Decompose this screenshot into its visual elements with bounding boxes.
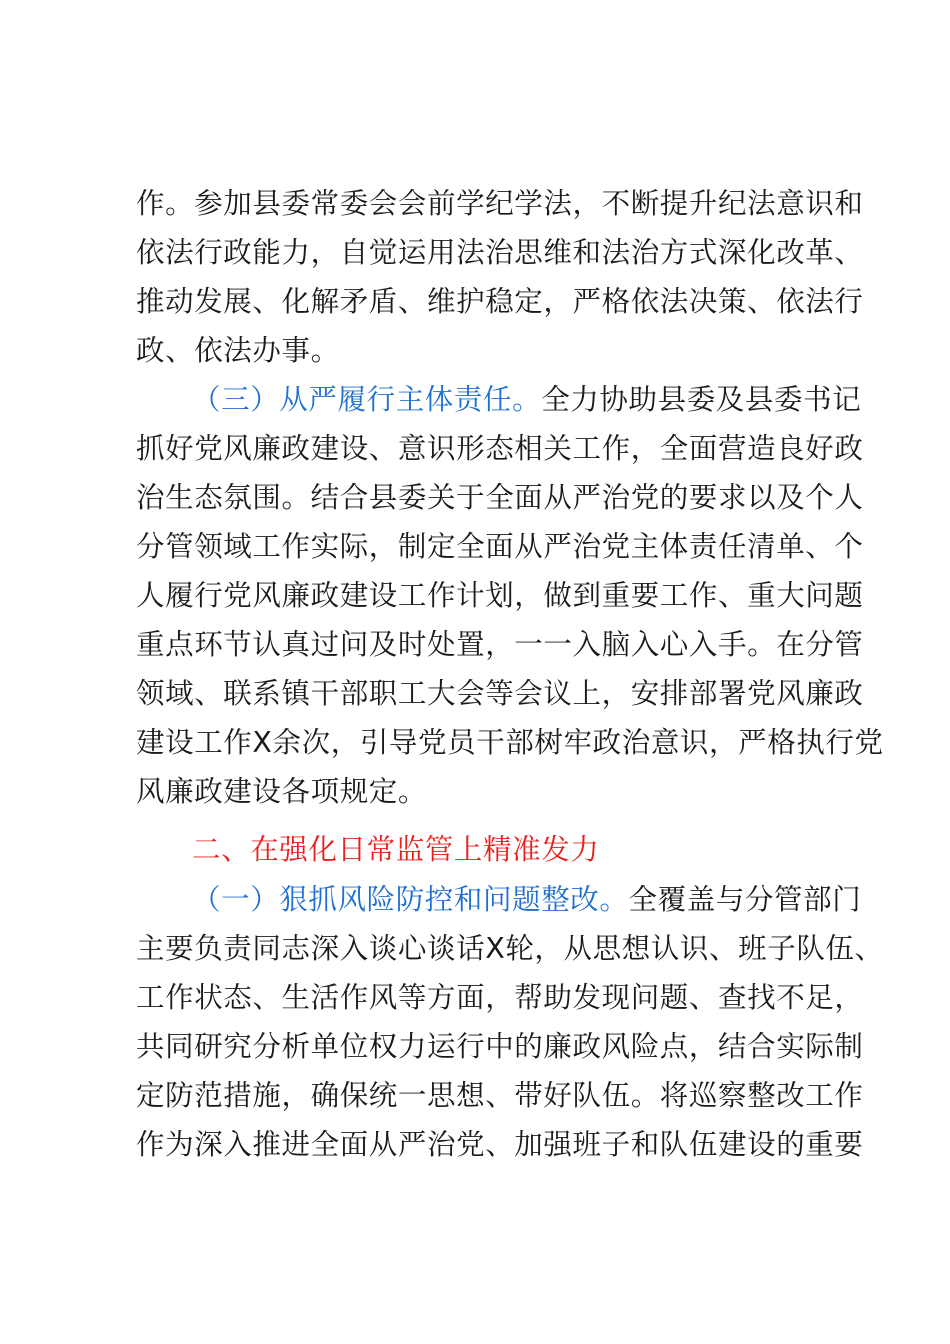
- body-line: 作。参加县委常委会会前学纪学法，不断提升纪法意识和: [136, 187, 864, 220]
- subsection-line: [192, 380, 861, 420]
- body-text: 全力协助县委及县委书记: [541, 383, 862, 416]
- body-line: 推动发展、化解矛盾、维护稳定，严格依法决策、依法行: [136, 285, 864, 318]
- body-line: 治生态氛围。结合县委关于全面从严治党的要求以及个人: [136, 481, 864, 514]
- section-heading: 二、在强化日常监管上精准发力: [192, 833, 600, 866]
- body-line: 风廉政建设各项规定。: [136, 775, 428, 808]
- body-line: 抓好党风廉政建设、意识形态相关工作，全面营造良好政: [136, 432, 864, 465]
- body-line: 主要负责同志深入谈心谈话X轮，从思想认识、班子队伍、: [136, 932, 884, 965]
- body-line: 重点环节认真过问及时处置，一一入脑入心入手。在分管: [136, 628, 864, 661]
- subsection-heading: （一）狠抓风险防控和问题整改。: [192, 883, 629, 916]
- body-line: 共同研究分析单位权力运行中的廉政风险点，结合实际制: [136, 1030, 864, 1063]
- body-line: 工作状态、生活作风等方面，帮助发现问题、查找不足，: [136, 981, 864, 1014]
- subsection-line: [192, 880, 861, 920]
- body-line: 分管领域工作实际，制定全面从严治党主体责任清单、个: [136, 530, 864, 563]
- body-line: 政、依法办事。: [136, 334, 340, 367]
- body-line: 领域、联系镇干部职工大会等会议上，安排部署党风廉政: [136, 677, 864, 710]
- body-line: 依法行政能力，自觉运用法治思维和法治方式深化改革、: [136, 236, 864, 269]
- body-line: 定防范措施，确保统一思想、带好队伍。将巡察整改工作: [136, 1079, 864, 1112]
- subsection-heading: （三）从严履行主体责任。: [192, 383, 542, 416]
- body-line: 建设工作X余次，引导党员干部树牢政治意识，严格执行党: [136, 726, 884, 759]
- body-text: 全覆盖与分管部门: [628, 883, 862, 916]
- body-line: 人履行党风廉政建设工作计划，做到重要工作、重大问题: [136, 579, 864, 612]
- body-line: 作为深入推进全面从严治党、加强班子和队伍建设的重要: [136, 1128, 864, 1161]
